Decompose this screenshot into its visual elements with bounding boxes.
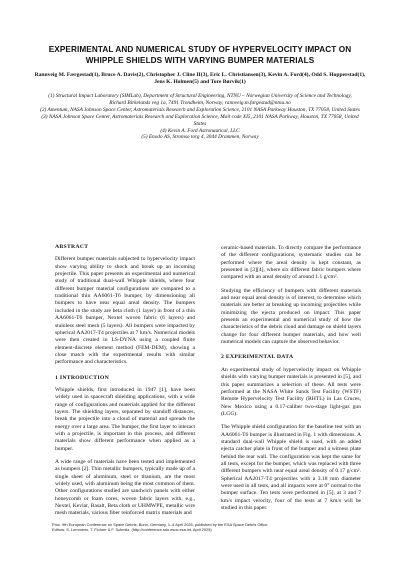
author-list: Rannveig M. Færgestad(1), Bruce A. Davis(2), Christopher J. Cline II(3), Eric L. Christiansen(3), Kevin A. Ford(4), Odd S. Hopperstad(1), Jens K. Holmen(5) and Tore Børvik(1) (34, 72, 366, 86)
experimental-heading: 2 EXPERIMENTAL DATA (221, 354, 294, 361)
left-column (55, 244, 195, 524)
affiliation-5: (5) Enodo AS, Stromso torg 4, 3044 Drammen, Norway (141, 134, 259, 141)
affiliation-3: (3) NASA Johnson Space Center, Astromaterials Research and Exploration Science, Mail code XI5, 2101 NASA Parkway, Houston, TX 77058, United States (41, 113, 359, 127)
right-column (221, 245, 361, 518)
introduction-paragraph: A wide range of materials have been tested and implemented as bumpers [2]. Thin metallic bumpers, typically made up of a single sheet of aluminum, steel or titanium, are the most widely used, with aluminum being the most common of them. Other configurations studied are sandwich panels with either honeycomb or foam cores, woven fabric layers with, e.g., Nextel, Kevlar, Basalt, Beta cloth or UHMWPE, metallic wire mesh materials, various fiber reinforced matrix materials and (55, 459, 195, 517)
affiliations (40, 93, 360, 141)
experimental-paragraph: An experimental study of hypervelocity impact on Whipple shields with varying bumper materials is presented in [5], and this paper summarizes a selection of these. All tests were performed at the NASA White Sands Test Facility (WSTF) Remote Hypervelocity Test Facility (RHTL) in Las Cruces, New Mexico using a 0.17-caliber two-stage light-gas gun (LGG). (221, 366, 361, 417)
introduction-paragraph: Studying the efficiency of bumpers with different materials and near equal areal density is of interest, to determine which materials are better at breaking up incoming projectiles while minimizing the ejecta produced on impact. This paper presents an experimental and numerical study of how the characteristics of the debris cloud and damage on shield layers change for four different bumper materials, and how well numerical models can capture the observed behavior. (221, 287, 361, 346)
paper-title: EXPERIMENTAL AND NUMERICAL STUDY OF HYPERVELOCITY IMPACT ON WHIPPLE SHIELDS WITH VARYING BUMPER MATERIALS (48, 45, 352, 65)
experimental-paragraph: The Whipple shield configuration for the baseline test with an AA6061-T6 bumper is illustrated in Fig. 1 with dimensions. A standard dual-wall Whipple shield is used, with an added ejecta catcher plate in front of the bumper and a witness plate behind the rear wall. The configuration was kept the same for all tests, except for the bumper, which was replaced with three different bumpers with near equal areal density of 0.17 g/cm². Spherical AA2017-T4 projectiles with a 3.18 mm diameter were used in all tests, and all impacts were at 0° normal to the bumper surface. Ten tests were performed in [5], at 3 and 7 km/s impact velocity, four of the tests at 7 km/s will be studied in this paper. (221, 424, 361, 512)
introduction-paragraph: Whipple shields, first introduced in 1947 [1], have been widely used in spacecraft shielding applications, with a wide range of configurations and materials applied for the different layers. The shielding layers, separated by standoff distances, break the projectile into a cloud of material and spreads the energy over a large area. The bumper, the first layer to interact with a projectile, is important in this process, and different materials show different performance when applied as a bumper. (55, 386, 195, 452)
abstract-text: Different bumper materials subjected to hypervelocity impact show varying ability to shock and break up an incoming projectile. This paper presents an experimental and numerical study of traditional dual-wall Whipple shields, where four different bumper material configurations are compared to a traditional thin AA6061-T6 bumper, by dimensioning all bumpers to have near equal areal density. The bumpers included in the study are beta cloth (1 layer) in front of a thin AA6061-T6 bumper, Nextel woven fabric (6 layers) and stainless steel mesh (5 layers). All bumpers were impacted by spherical AA2017-T4 projectiles at 7 km/s. Numerical models were then created in LS-DYNA using a coupled finite element-discrete element method (FEM-DEM), showing a close match with the experimental results with similar performance and characteristics. (55, 256, 195, 366)
introduction-heading: 1 INTRODUCTION (55, 374, 109, 381)
introduction-continued: ceramic-based materials. To directly compare the performance of the different configurations, systematic studies can be performed where the areal density is kept constant, as presented in [3][4], where six different fabric bumpers where compared with an areal density of around 1.1 g/cm². (221, 245, 361, 281)
conference-footer (52, 522, 352, 532)
abstract-heading: ABSTRACT (55, 244, 89, 250)
affiliation-1: (1) Structural Impact Laboratory (SIMLab), Department of Structural Engineering, NTNU – Norwegian University of Science and Technology, Richard Birkelands veg 1a, 7491 Trondheim, Norway, rannveig.m.fargestad@ntnu.no (48, 93, 352, 106)
affiliation-2: (2) Amentum, NASA Johnson Space Center, Astromaterials Research and Exploration Science, 2101 NASA Parkway Houston, TX 77058, United States (40, 106, 360, 113)
footer-line-1: Proc. 9th European Conference on Space Debris, Bonn, Germany, 1–4 April 2025, published by the ESA Space Debris Office (52, 522, 268, 527)
affiliation-4: (4) Kevin A. Ford Astronautical, LLC (160, 127, 240, 134)
footer-line-2: Editors: S. Lemmens, T. Flohrer & F. Schmitz, (http://conference.sdo.esoc.esa.int, April 2025) (52, 527, 212, 533)
